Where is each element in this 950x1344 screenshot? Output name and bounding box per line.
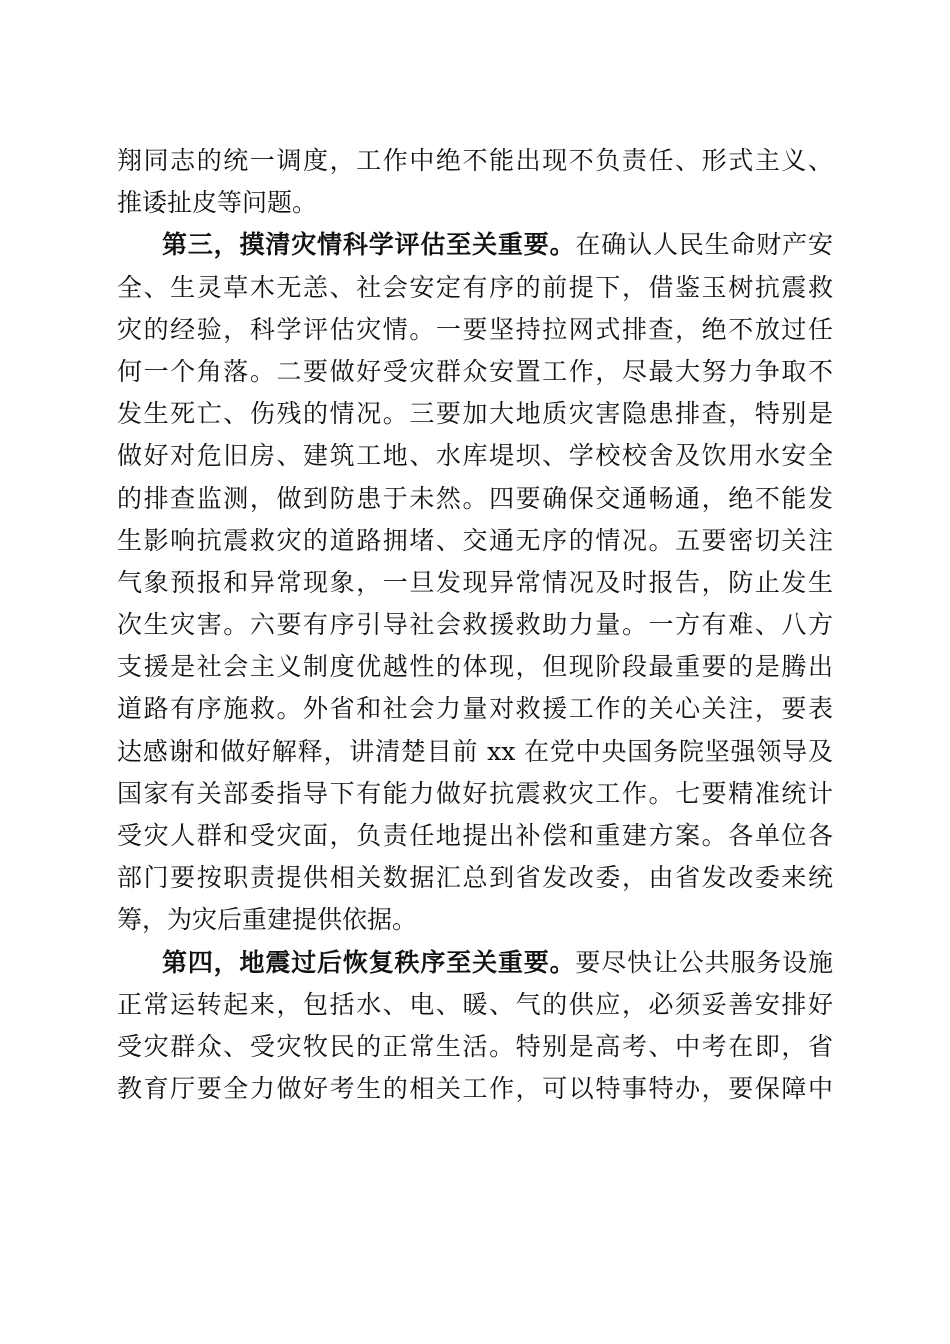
text-line: 受灾人群和受灾面，负责任地提出补偿和重建方案。各单位各 — [117, 821, 833, 850]
text-line — [117, 942, 833, 984]
text-line: 做好对危旧房、建筑工地、水库堤坝、学校校舍及饮用水安全 — [117, 441, 833, 471]
text-line: 筹，为灾后重建提供依据。 — [117, 905, 418, 935]
text-line: 教育厅要全力做好考生的相关工作，可以特事特办，要保障中 — [117, 1074, 833, 1104]
paragraph-heading: 第三，摸清灾情科学评估至关重要。 — [162, 230, 576, 260]
text-line — [117, 224, 833, 266]
text-line: 翔同志的统一调度，工作中绝不能出现不负责任、形式主义、 — [117, 146, 833, 175]
text-line: 何一个角落。二要做好受灾群众安置工作，尽最大努力争取不 — [117, 356, 833, 386]
text-span: 在确认人民生命财产安 — [575, 230, 833, 260]
text-line: 全、生灵草木无恙、社会安定有序的前提下，借鉴玉树抗震救 — [117, 272, 833, 302]
text-line: 灾的经验，科学评估灾情。一要坚持拉网式排查，绝不放过任 — [117, 314, 833, 344]
paragraph-2 — [117, 224, 833, 941]
text-line: 受灾群众、受灾牧民的正常生活。特别是高考、中考在即，省 — [117, 1031, 833, 1061]
text-line: 正常运转起来，包括水、电、暖、气的供应，必须妥善安排好 — [117, 989, 833, 1019]
text-line: 发生死亡、伤残的情况。三要加大地质灾害隐患排查，特别是 — [117, 399, 833, 429]
paragraph-3 — [117, 942, 833, 1111]
text-line: 道路有序施救。外省和社会力量对救援工作的关心关注，要表 — [117, 694, 833, 724]
paragraph-1 — [117, 140, 833, 224]
text-line: 的排查监测，做到防患于未然。四要确保交通畅通，绝不能发 — [117, 483, 833, 513]
text-line: 国家有关部委指导下有能力做好抗震救灾工作。七要精准统计 — [117, 778, 833, 808]
paragraph-heading: 第四，地震过后恢复秩序至关重要。 — [162, 947, 576, 977]
text-line: 次生灾害。六要有序引导社会救援救助力量。一方有难、八方 — [117, 610, 833, 640]
text-span: 要尽快让公共服务设施 — [575, 947, 833, 977]
document-body — [117, 140, 833, 1110]
text-line: 生影响抗震救灾的道路拥堵、交通无序的情况。五要密切关注 — [117, 525, 833, 555]
text-line: 支援是社会主义制度优越性的体现，但现阶段最重要的是腾出 — [117, 652, 833, 682]
text-line: 部门要按职责提供相关数据汇总到省发改委，由省发改委来统 — [117, 863, 833, 893]
text-line: 气象预报和异常现象，一旦发现异常情况及时报告，防止发生 — [117, 567, 833, 597]
text-line: 推诿扯皮等问题。 — [117, 188, 318, 218]
text-line: 达感谢和做好解释，讲清楚目前 xx 在党中央国务院坚强领导及 — [117, 736, 833, 766]
